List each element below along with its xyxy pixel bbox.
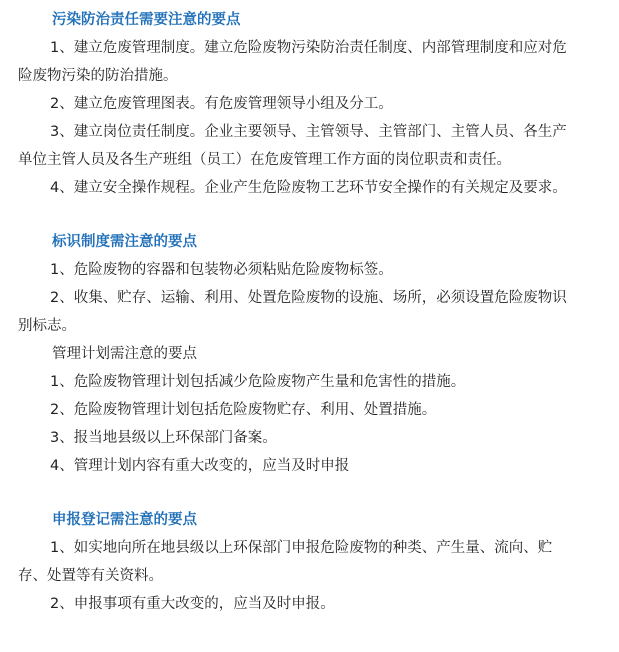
- list-item: 1、危险废物的容器和包装物必须粘贴危险废物标签。: [50, 262, 393, 278]
- list-item: 2、危险废物管理计划包括危险废物贮存、利用、处置措施。: [50, 402, 437, 418]
- list-item: 2、建立危废管理图表。有危废管理领导小组及分工。: [50, 96, 393, 112]
- list-item: 1、建立危废管理制度。建立危险废物污染防治责任制度、内部管理制度和应对危险废物污染的防治措施。: [18, 40, 567, 84]
- section-heading: 申报登记需注意的要点: [52, 512, 197, 528]
- section-pollution-responsibility: [0, 6, 579, 202]
- list-item: 4、建立安全操作规程。企业产生危险废物工艺环节安全操作的有关规定及要求。: [50, 180, 567, 196]
- list-item: 1、如实地向所在地县级以上环保部门申报危险废物的种类、产生量、流向、贮存、处置等有关资料。: [18, 540, 553, 584]
- subsection-heading: 管理计划需注意的要点: [52, 346, 197, 362]
- section-registration: [0, 506, 579, 618]
- section-spacer: [0, 480, 579, 506]
- section-heading: 污染防治责任需要注意的要点: [52, 12, 241, 28]
- list-item: 2、申报事项有重大改变的，应当及时申报。: [50, 596, 335, 612]
- section-heading: 标识制度需注意的要点: [52, 234, 197, 250]
- list-item: 3、报当地县级以上环保部门备案。: [50, 430, 277, 446]
- list-item: 1、危险废物管理计划包括减少危险废物产生量和危害性的措施。: [50, 374, 466, 390]
- section-spacer: [0, 202, 579, 228]
- list-item: 4、管理计划内容有重大改变的，应当及时申报: [50, 458, 350, 474]
- list-item: 3、建立岗位责任制度。企业主要领导、主管领导、主管部门、主管人员、各生产单位主管人员及各生产班组（员工）在危废管理工作方面的岗位职责和责任。: [18, 124, 567, 168]
- section-labeling-system: [0, 228, 579, 480]
- list-item: 2、收集、贮存、运输、利用、处置危险废物的设施、场所，必须设置危险废物识别标志。: [18, 290, 567, 334]
